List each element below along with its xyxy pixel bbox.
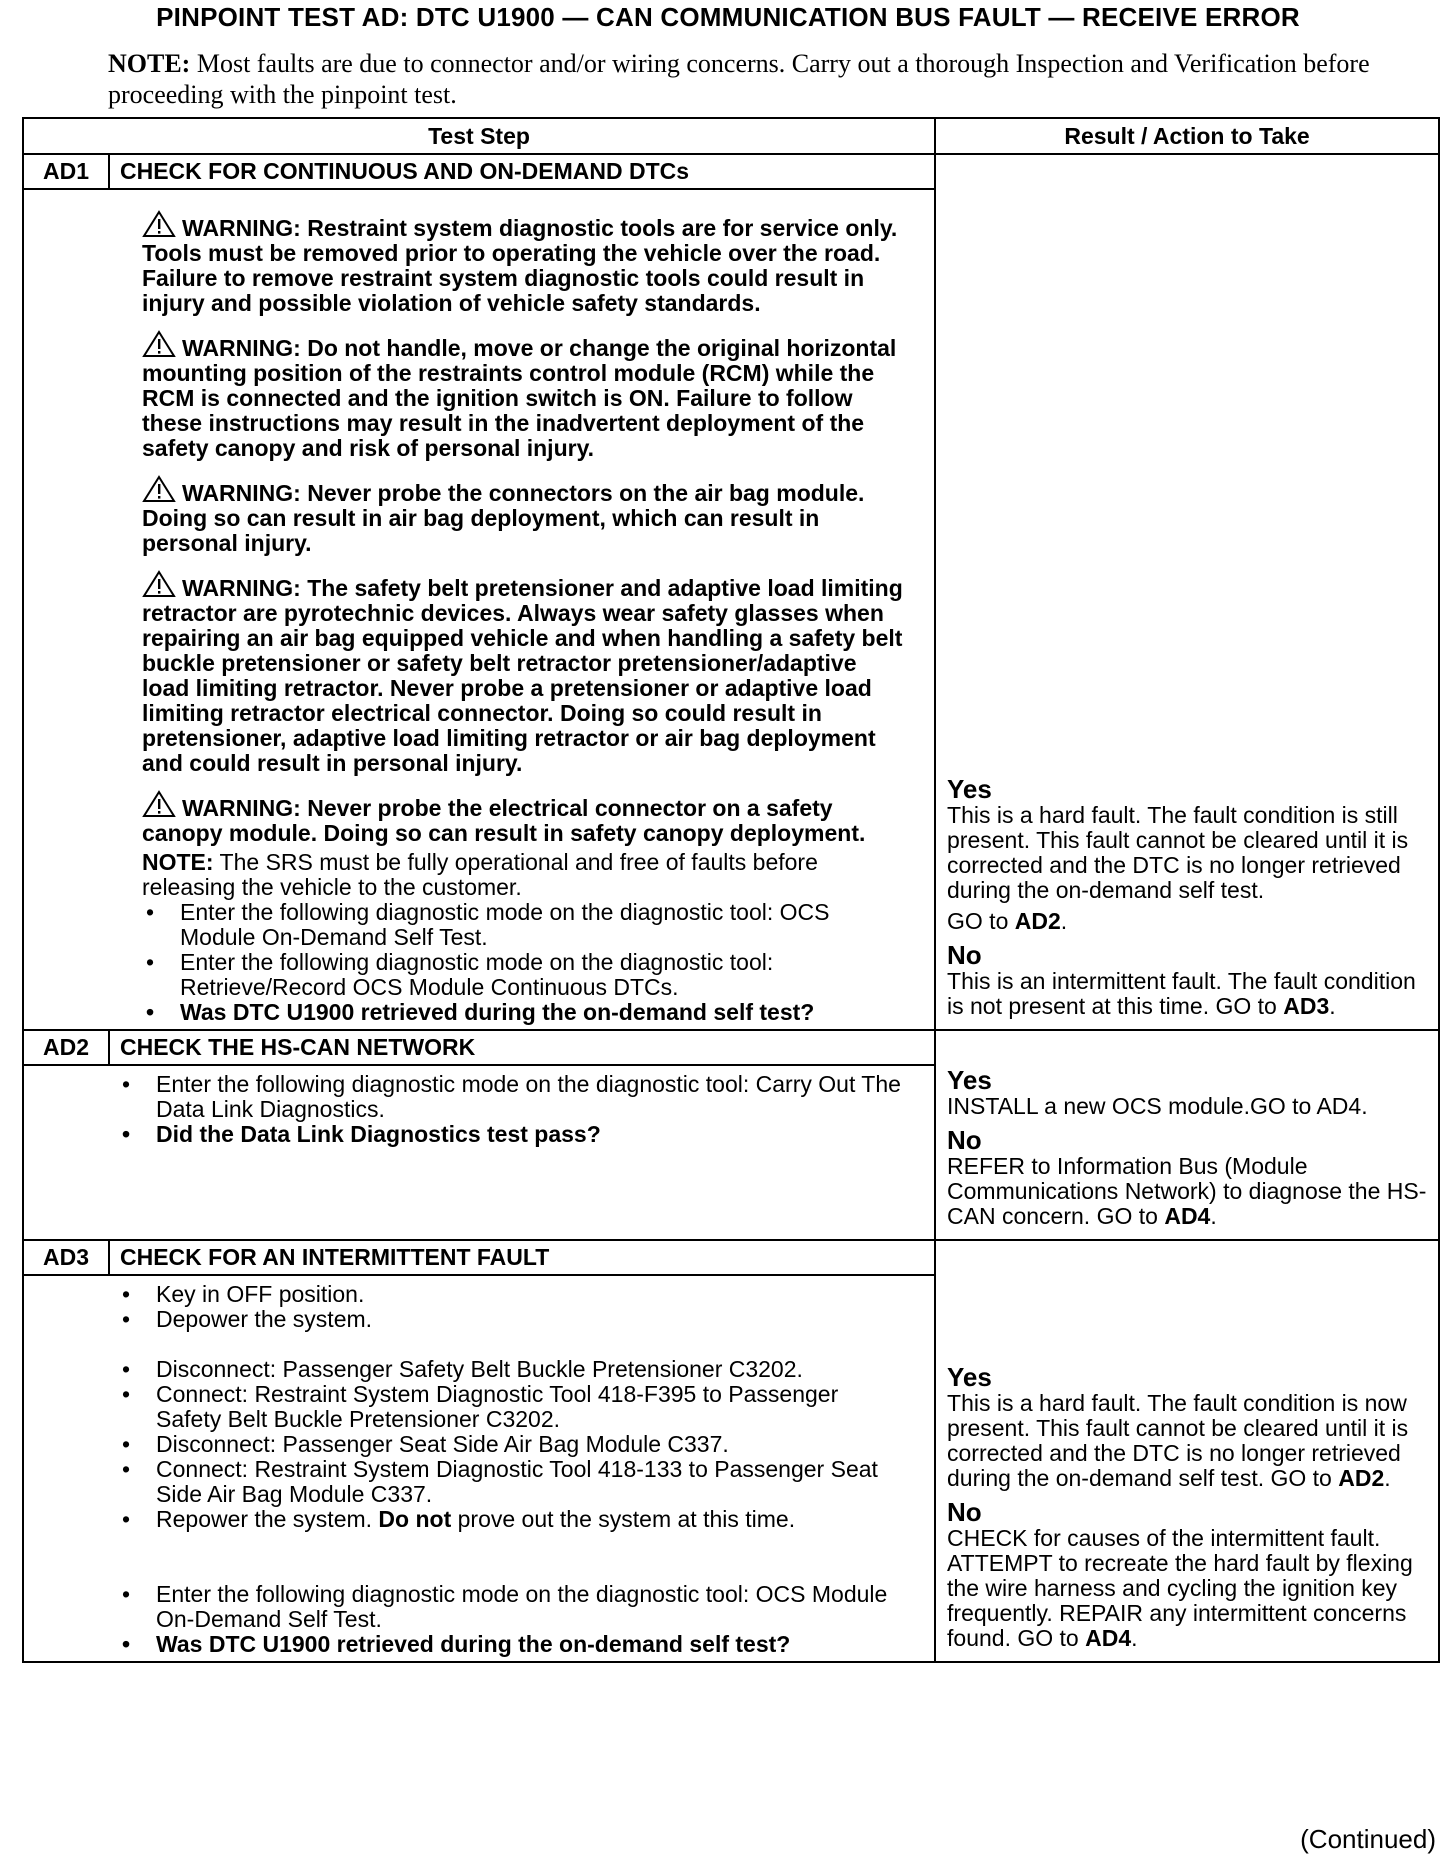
ad1-bullet-list [142, 900, 904, 1025]
ad2-bullet-list [118, 1072, 904, 1147]
pinpoint-test-table [22, 117, 1440, 1663]
list-item: • Connect: Restraint System Diagnostic Tool 418-F395 to Passenger Safety Belt Buckle Pretensioner C3202. [118, 1382, 904, 1432]
intro-note [108, 48, 1408, 110]
step-body-ad1 [23, 189, 935, 1030]
table-header-row [23, 118, 1439, 154]
list-item: • Repower the system. Do not prove out the system at this time. [118, 1507, 904, 1532]
srs-note: NOTE: The SRS must be fully operational and free of faults before releasing the vehicle to the customer. [142, 849, 818, 900]
list-item: • Enter the following diagnostic mode on the diagnostic tool: OCS Module On-Demand Self Test. [118, 1582, 904, 1632]
list-item-question: • Was DTC U1900 retrieved during the on-demand self test? [118, 1632, 904, 1657]
list-item: • Disconnect: Passenger Safety Belt Buckle Pretensioner C3202. [118, 1357, 904, 1382]
note-text: Most faults are due to connector and/or wiring concerns. Carry out a thorough Inspection and Verification before proceeding with the pinpoint test. [108, 49, 1370, 109]
step-body-ad2 [23, 1065, 935, 1240]
warning-4: WARNING: The safety belt pretensioner and adaptive load limiting retractor are pyrotechnic devices. Always wear safety glasses when repairing an air bag equipped vehicle and when handling a safety belt buckle pretensioner or safety belt retractor pretensioner/adaptive load limiting retractor. Never probe a pretensioner or adaptive load limiting retractor electrical connector. Doing so could result in pretensioner, adaptive load limiting retractor or air bag deployment and could result in personal injury. [142, 570, 904, 776]
step-heading-ad1: CHECK FOR CONTINUOUS AND ON-DEMAND DTCs [109, 154, 935, 189]
step-ad3-header-row [23, 1240, 1439, 1275]
step-id-ad1: AD1 [23, 154, 109, 189]
list-item: • Enter the following diagnostic mode on the diagnostic tool: Retrieve/Record OCS Module Continuous DTCs. [142, 950, 904, 1000]
warning-triangle-icon [142, 330, 176, 358]
step-ad1-header-row [23, 154, 1439, 189]
warning-3: WARNING: Never probe the connectors on the air bag module. Doing so can result in air bag deployment, which can result in personal injury. [142, 475, 904, 556]
result-yes-goto: GO to AD2. [947, 908, 1068, 934]
list-item-question: • Did the Data Link Diagnostics test pass? [118, 1122, 904, 1147]
result-no-label: No [947, 1497, 982, 1527]
result-no-text: CHECK for causes of the intermittent fault. ATTEMPT to recreate the hard fault by flexing the wire harness and cycling the ignition key frequently. REPAIR any intermittent concerns found. GO to AD4. [947, 1525, 1413, 1651]
result-yes-label: Yes [947, 1065, 992, 1095]
list-item: • Disconnect: Passenger Seat Side Air Bag Module C337. [118, 1432, 904, 1457]
list-item: • Connect: Restraint System Diagnostic Tool 418-133 to Passenger Seat Side Air Bag Module C337. [118, 1457, 904, 1507]
result-cell-ad3 [935, 1240, 1439, 1662]
step-id-ad3: AD3 [23, 1240, 109, 1275]
result-yes-label: Yes [947, 774, 992, 804]
step-body-ad3 [23, 1275, 935, 1662]
result-cell-ad1 [935, 154, 1439, 1030]
page-title: PINPOINT TEST AD: DTC U1900 — CAN COMMUNICATION BUS FAULT — RECEIVE ERROR [156, 2, 1300, 32]
result-cell-ad2 [935, 1030, 1439, 1240]
ad3-bullet-list [118, 1282, 904, 1332]
warning-triangle-icon [142, 475, 176, 503]
ad3-bullet-list-b [118, 1357, 904, 1532]
result-no-label: No [947, 940, 982, 970]
warning-triangle-icon [142, 210, 176, 238]
note-label: NOTE: [108, 49, 191, 78]
step-id-ad2: AD2 [23, 1030, 109, 1065]
result-no-label: No [947, 1125, 982, 1155]
step-heading-ad3: CHECK FOR AN INTERMITTENT FAULT [109, 1240, 935, 1275]
continued-label: (Continued) [1300, 1824, 1436, 1854]
header-result-action: Result / Action to Take [935, 118, 1439, 154]
result-no-text: This is an intermittent fault. The fault condition is not present at this time. GO to AD3. [947, 968, 1416, 1019]
step-heading-ad2: CHECK THE HS-CAN NETWORK [109, 1030, 935, 1065]
list-item: • Key in OFF position. [118, 1282, 904, 1307]
result-yes-label: Yes [947, 1362, 992, 1392]
list-item: • Enter the following diagnostic mode on the diagnostic tool: OCS Module On-Demand Self Test. [142, 900, 904, 950]
result-no-text: REFER to Information Bus (Module Communications Network) to diagnose the HS-CAN concern. GO to AD4. [947, 1153, 1427, 1229]
warning-triangle-icon [142, 570, 176, 598]
step-ad2-header-row [23, 1030, 1439, 1065]
header-test-step: Test Step [23, 118, 935, 154]
warning-triangle-icon [142, 790, 176, 818]
warning-1: WARNING: Restraint system diagnostic tools are for service only. Tools must be removed prior to operating the vehicle over the road. Failure to remove restraint system diagnostic tools could result in injury and possible violation of vehicle safety standards. [142, 210, 904, 316]
list-item-question: • Was DTC U1900 retrieved during the on-demand self test? [142, 1000, 904, 1025]
list-item: • Enter the following diagnostic mode on the diagnostic tool: Carry Out The Data Link Diagnostics. [118, 1072, 904, 1122]
ad3-bullet-list-c [118, 1582, 904, 1657]
result-yes-text: This is a hard fault. The fault condition is now present. This fault cannot be cleared until it is corrected and the DTC is no longer retrieved during the on-demand self test. GO to AD2. [947, 1390, 1409, 1491]
warning-2: WARNING: Do not handle, move or change the original horizontal mounting position of the restraints control module (RCM) while the RCM is connected and the ignition switch is ON. Failure to follow these instructions may result in the inadvertent deployment of the safety canopy and risk of personal injury. [142, 330, 904, 461]
result-yes-text: INSTALL a new OCS module.GO to AD4. [947, 1093, 1368, 1119]
warning-5: WARNING: Never probe the electrical connector on a safety canopy module. Doing so can result in safety canopy deployment. [142, 790, 904, 846]
list-item: • Depower the system. [118, 1307, 904, 1332]
result-yes-text: This is a hard fault. The fault condition is still present. This fault cannot be cleared until it is corrected and the DTC is no longer retrieved during the on-demand self test. [947, 802, 1409, 903]
